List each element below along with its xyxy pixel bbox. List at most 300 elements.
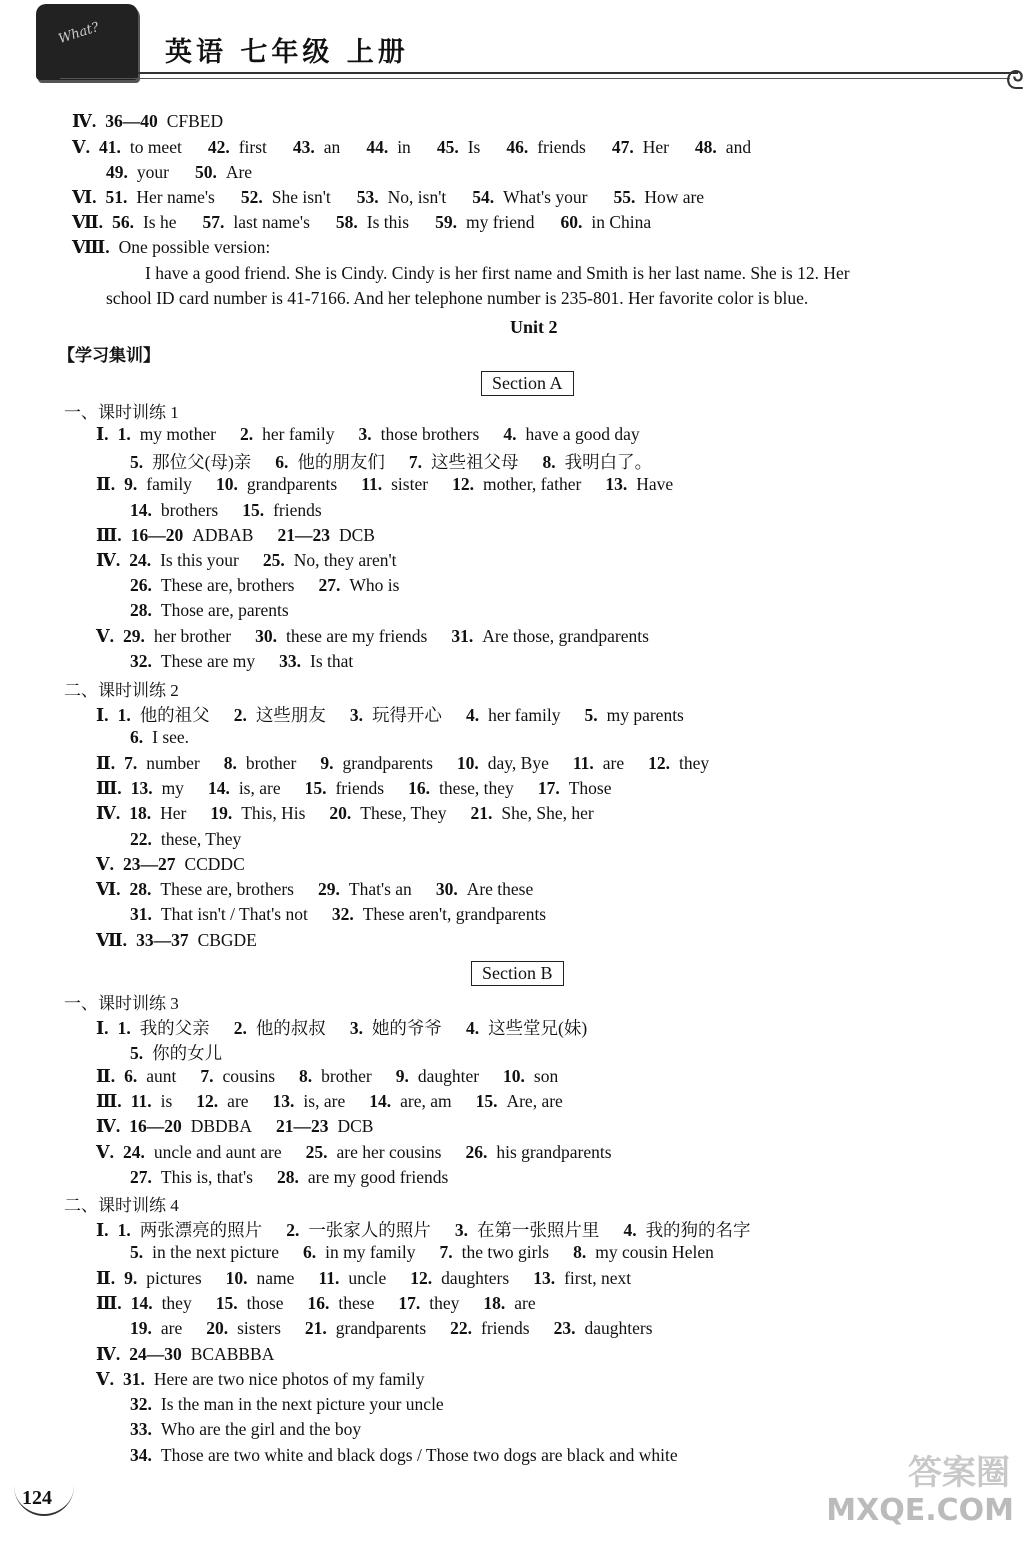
item-number: 10.	[215, 474, 238, 495]
item-number: 18.	[129, 803, 152, 824]
answer-text: Her name's	[136, 187, 215, 207]
practice-label: 【学习集训】	[58, 346, 160, 365]
part-label: Ⅲ.	[96, 777, 122, 798]
item-number: 21—23	[277, 524, 330, 545]
answer-text: 我的父亲	[139, 1018, 210, 1038]
item-number: 32.	[130, 1394, 152, 1415]
answer-line	[130, 575, 399, 596]
answer-text: your	[136, 162, 169, 182]
item-number: 8.	[299, 1065, 313, 1086]
answer-text: grandparents	[335, 1318, 427, 1339]
answer-text: they	[161, 1292, 192, 1313]
item-number: 11.	[361, 474, 383, 495]
answer-text: 两张漂亮的照片	[139, 1220, 263, 1240]
answer-text: 我的狗的名字	[645, 1220, 751, 1240]
item-number: 31.	[130, 904, 152, 925]
item-number: 11.	[572, 752, 594, 773]
item-number: 5.	[130, 452, 144, 473]
answer-text: 这些堂兄(妹)	[488, 1018, 588, 1038]
answer-line	[72, 237, 270, 258]
answer-text: my mother	[139, 424, 216, 444]
item-number: 14.	[207, 777, 230, 798]
answer-line	[96, 702, 684, 727]
answer-line	[96, 930, 257, 951]
answer-line	[72, 187, 704, 208]
answer-text: these	[338, 1292, 375, 1313]
item-number: 4.	[503, 424, 517, 444]
header-badge-label: What?	[56, 19, 101, 48]
item-number: 28.	[129, 879, 152, 900]
item-number: 26.	[130, 575, 152, 596]
part-label: Ⅳ.	[96, 550, 121, 570]
item-number: 30.	[255, 625, 277, 646]
answer-line	[96, 803, 594, 824]
part-label: Ⅳ.	[96, 803, 121, 824]
answer-text: Are, are	[506, 1090, 563, 1111]
part-label: Ⅴ.	[96, 853, 114, 874]
item-number: 31.	[122, 1368, 145, 1389]
item-number: 29.	[122, 625, 145, 646]
item-number: 34.	[130, 1444, 152, 1465]
answer-line	[130, 449, 652, 474]
answer-text: This is, that's	[160, 1166, 253, 1187]
item-number: 43.	[292, 137, 315, 157]
answer-text: are my good friends	[307, 1166, 449, 1187]
answer-text: She, She, her	[501, 803, 594, 824]
item-number: 46.	[506, 137, 529, 157]
answer-text: first, next	[564, 1267, 632, 1288]
answer-text: How are	[644, 187, 705, 207]
item-number: 33—37	[136, 929, 189, 950]
answer-line	[130, 1394, 444, 1415]
answer-text: These aren't, grandparents	[362, 904, 547, 925]
item-number: 58.	[335, 212, 358, 232]
answer-text: these, They	[160, 828, 242, 849]
item-number: 41.	[98, 137, 121, 157]
answer-text: school ID card number is 41-7166. And her telephone number is 235-801. Her favorite color is blue.	[106, 288, 809, 308]
item-number: 9.	[124, 474, 138, 495]
answer-line	[130, 1040, 222, 1065]
item-number: 5.	[130, 1043, 144, 1064]
answer-line	[145, 263, 850, 284]
answer-text: Is the man in the next picture your uncle	[160, 1394, 444, 1415]
answer-text: they	[679, 752, 710, 773]
answer-text: have a good day	[525, 424, 640, 444]
answer-text: mother, father	[482, 474, 582, 495]
item-number: 54.	[472, 187, 495, 207]
answer-line	[96, 474, 673, 495]
answer-text: son	[533, 1065, 559, 1086]
answer-text: daughters	[441, 1267, 510, 1288]
answer-text: Who are the girl and the boy	[160, 1419, 362, 1440]
answer-line	[130, 600, 289, 621]
item-number: 28.	[277, 1166, 299, 1187]
lesson-title: 二、课时训练 2	[64, 681, 179, 700]
answer-text: Those	[568, 777, 612, 798]
answer-text: grandparents	[246, 474, 338, 495]
answer-line	[96, 1015, 587, 1040]
answer-line	[96, 626, 649, 647]
item-number: 59.	[435, 212, 457, 232]
answer-text: her family	[488, 705, 561, 725]
item-number: 17.	[398, 1292, 421, 1313]
item-number: 6.	[302, 1242, 317, 1263]
item-number: 24.	[122, 1141, 145, 1162]
answer-line	[96, 1091, 563, 1112]
item-number: 15.	[215, 1292, 238, 1313]
answer-line	[96, 1369, 425, 1390]
answer-text: is	[160, 1090, 173, 1111]
answer-text: in China	[591, 212, 652, 232]
item-number: 10.	[456, 752, 479, 773]
answer-text: they	[429, 1292, 460, 1313]
item-number: 33.	[279, 650, 302, 671]
answer-line	[96, 1268, 631, 1289]
part-label: Ⅵ.	[96, 879, 121, 900]
answer-text: the two girls	[461, 1242, 550, 1263]
answer-text: daughter	[417, 1065, 480, 1086]
item-number: 5.	[584, 705, 598, 725]
item-number: 3.	[358, 424, 372, 444]
part-label: Ⅴ.	[96, 1368, 114, 1389]
answer-text: Her	[642, 137, 669, 157]
item-number: 14.	[130, 1292, 153, 1313]
answer-text: my cousin Helen	[595, 1242, 714, 1263]
item-number: 49.	[106, 162, 128, 182]
answer-text: are	[514, 1292, 536, 1313]
answer-text: friends	[335, 777, 385, 798]
header-rule	[138, 72, 1018, 74]
lesson-title: 一、课时训练 1	[64, 403, 179, 422]
answer-line	[130, 1242, 714, 1263]
item-number: 2.	[286, 1220, 300, 1240]
answer-text: brother	[321, 1065, 372, 1086]
answer-text: DCB	[337, 1116, 374, 1137]
item-number: 3.	[454, 1220, 468, 1240]
item-number: 6.	[124, 1065, 138, 1086]
item-number: 8.	[573, 1242, 587, 1263]
answer-line	[96, 1293, 536, 1314]
item-number: 12.	[410, 1267, 433, 1288]
header-rule-secondary	[60, 78, 1010, 79]
item-number: 14.	[369, 1090, 392, 1111]
answer-text: 这些朋友	[255, 705, 326, 725]
answer-text: brother	[245, 752, 297, 773]
answer-text: day, Bye	[487, 752, 549, 773]
item-number: 6.	[275, 452, 289, 473]
item-number: 7.	[439, 1242, 453, 1263]
item-number: 27.	[130, 1166, 152, 1187]
answer-text: cousins	[222, 1065, 276, 1086]
item-number: 36—40	[105, 111, 158, 131]
answer-text: his grandparents	[496, 1141, 612, 1162]
unit-title: Unit 2	[510, 317, 558, 337]
answer-text: This, His	[241, 803, 306, 824]
item-number: 16.	[408, 777, 430, 798]
item-number: 16—20	[130, 524, 184, 545]
answer-text: aunt	[146, 1065, 177, 1086]
answer-text: What's your	[503, 187, 588, 207]
lesson-title: 二、课时训练 4	[64, 1196, 179, 1215]
item-number: 12.	[452, 474, 474, 495]
answer-text: Who is	[349, 575, 400, 596]
answer-line	[96, 1066, 558, 1087]
answer-text: friends	[273, 499, 322, 520]
item-number: 10.	[503, 1065, 525, 1086]
answer-text: these are my friends	[285, 625, 428, 646]
item-number: 13.	[272, 1090, 295, 1111]
item-number: 17.	[537, 777, 560, 798]
item-number: 9.	[320, 752, 334, 773]
part-label: Ⅱ.	[96, 752, 116, 773]
answer-text: in my family	[325, 1242, 416, 1263]
answer-text: first	[238, 137, 267, 157]
answer-text: are	[602, 752, 625, 773]
header-badge	[36, 4, 138, 80]
part-label: Ⅲ.	[96, 1292, 122, 1313]
item-number: 29.	[318, 879, 340, 900]
part-label: Ⅰ.	[96, 1018, 109, 1038]
part-label: Ⅲ.	[96, 1090, 122, 1111]
answer-text: BCABBBA	[190, 1343, 275, 1364]
answer-text: daughters	[584, 1318, 653, 1339]
item-number: 3.	[349, 705, 363, 725]
item-number: 4.	[623, 1220, 637, 1240]
answer-text: to meet	[129, 137, 182, 157]
answer-text: grandparents	[342, 752, 433, 773]
item-number: 2.	[233, 705, 247, 725]
item-number: 20.	[206, 1318, 229, 1339]
answer-text: These are, brothers	[160, 879, 294, 900]
item-number: 57.	[202, 212, 225, 232]
part-label: Ⅱ.	[96, 474, 116, 495]
item-number: 13.	[605, 474, 628, 495]
item-number: 55.	[613, 187, 636, 207]
item-number: 6.	[130, 727, 144, 748]
answer-text: She isn't	[271, 187, 331, 207]
item-number: 1.	[117, 424, 131, 444]
item-number: 25.	[305, 1141, 328, 1162]
answer-text: in	[397, 137, 411, 157]
answer-text: CFBED	[166, 111, 224, 131]
answer-text: 在第一张照片里	[476, 1220, 600, 1240]
answer-line	[106, 288, 808, 309]
item-number: 60.	[560, 212, 583, 232]
answer-line	[96, 1116, 373, 1137]
answer-text: family	[146, 474, 192, 495]
answer-text: my friend	[465, 212, 535, 232]
answer-text: These, They	[360, 803, 447, 824]
answer-line	[130, 904, 546, 925]
answer-text: name	[256, 1267, 295, 1288]
item-number: 1.	[117, 1018, 131, 1038]
answer-text: sister	[391, 474, 429, 495]
part-label: Ⅱ.	[96, 1065, 116, 1086]
answer-text: These are, brothers	[160, 575, 295, 596]
answer-text: No, they aren't	[293, 550, 397, 570]
item-number: 22.	[450, 1318, 473, 1339]
item-number: 44.	[366, 137, 389, 157]
item-number: 23—27	[122, 853, 176, 874]
item-number: 52.	[240, 187, 263, 207]
item-number: 9.	[124, 1267, 138, 1288]
answer-text: is, are	[303, 1090, 346, 1111]
item-number: 1.	[117, 1220, 131, 1240]
item-number: 20.	[329, 803, 352, 824]
part-label: Ⅵ.	[72, 187, 97, 207]
answer-text: my parents	[606, 705, 684, 725]
answer-line	[130, 500, 322, 521]
answer-text: is, are	[238, 777, 281, 798]
answer-text: 我明白了。	[564, 452, 653, 473]
item-number: 30.	[435, 879, 458, 900]
item-number: 23.	[553, 1318, 576, 1339]
answer-text: 一张家人的照片	[308, 1220, 431, 1240]
part-label: Ⅰ.	[96, 1220, 109, 1240]
item-number: 31.	[451, 625, 474, 646]
item-number: 15.	[242, 499, 265, 520]
answer-text: in the next picture	[152, 1242, 279, 1263]
answer-text: No, isn't	[387, 187, 447, 207]
item-number: 26.	[465, 1141, 488, 1162]
item-number: 47.	[611, 137, 634, 157]
answer-line	[96, 879, 533, 900]
item-number: 45.	[436, 137, 459, 157]
item-number: 2.	[233, 1018, 247, 1038]
item-number: 33.	[130, 1419, 152, 1440]
item-number: 32.	[130, 650, 152, 671]
part-label: Ⅲ.	[96, 524, 122, 545]
answer-text: pictures	[146, 1267, 202, 1288]
item-number: 16—20	[129, 1116, 182, 1137]
item-number: 24—30	[129, 1343, 182, 1364]
item-number: 16.	[307, 1292, 330, 1313]
item-number: 42.	[207, 137, 230, 157]
answer-text: Have	[636, 474, 674, 495]
part-label: Ⅱ.	[96, 1267, 116, 1288]
item-number: 50.	[194, 162, 217, 182]
item-number: 8.	[542, 452, 556, 473]
answer-line	[96, 1142, 612, 1163]
part-label: Ⅶ.	[72, 212, 104, 232]
item-number: 11.	[318, 1267, 340, 1288]
answer-text: 这些祖父母	[431, 452, 519, 473]
item-number: 21.	[470, 803, 493, 824]
answer-text: these, they	[438, 777, 514, 798]
answer-text: DCB	[338, 524, 375, 545]
answer-line	[130, 829, 241, 850]
answer-text: Are these	[466, 879, 534, 900]
part-label: Ⅳ.	[96, 1343, 121, 1364]
item-number: 4.	[465, 705, 480, 725]
answer-text: 她的爷爷	[371, 1018, 442, 1038]
answer-text: Is this	[366, 212, 410, 232]
answer-text: Is that	[310, 650, 354, 671]
answer-text: uncle and aunt are	[153, 1141, 282, 1162]
item-number: 21.	[304, 1318, 327, 1339]
item-number: 27.	[318, 575, 341, 596]
answer-text: those brothers	[380, 424, 480, 444]
answer-line	[130, 1419, 361, 1440]
item-number: 12.	[648, 752, 671, 773]
item-number: 21—23	[276, 1116, 329, 1137]
answer-text: 你的女儿	[152, 1043, 223, 1064]
answer-text: friends	[537, 137, 586, 157]
part-label: Ⅳ.	[96, 1116, 121, 1137]
part-label: Ⅴ.	[72, 137, 90, 157]
page-title: 英语 七年级 上册	[165, 37, 409, 68]
answer-text: 玩得开心	[371, 705, 442, 725]
answer-line	[96, 424, 640, 445]
part-label: Ⅶ.	[96, 929, 128, 950]
answer-text: I have a good friend. She is Cindy. Cindy is her first name and Smith is her last name. She is 12. Her	[145, 263, 850, 283]
item-number: 13.	[130, 777, 153, 798]
item-number: 51.	[105, 187, 128, 207]
answer-text: I see.	[152, 727, 190, 748]
item-number: 1.	[117, 705, 131, 725]
answer-line	[130, 651, 353, 672]
item-number: 48.	[694, 137, 717, 157]
item-number: 7.	[124, 752, 138, 773]
item-number: 15.	[475, 1090, 498, 1111]
item-number: 4.	[465, 1018, 480, 1038]
item-number: 19.	[130, 1318, 152, 1339]
answer-text: sisters	[237, 1318, 281, 1339]
item-number: 28.	[130, 600, 152, 621]
part-label: Ⅴ.	[96, 625, 114, 646]
section-a-box: Section A	[481, 371, 574, 396]
item-number: 19.	[210, 803, 233, 824]
answer-line	[96, 778, 611, 799]
item-number: 53.	[356, 187, 379, 207]
answer-text: These are my	[160, 650, 256, 671]
item-number: 10.	[225, 1267, 248, 1288]
answer-line	[96, 1344, 274, 1365]
answer-text: DBDBA	[190, 1116, 252, 1137]
answer-text: are, am	[400, 1090, 452, 1111]
answer-text: those	[246, 1292, 284, 1313]
item-number: 8.	[223, 752, 237, 773]
item-number: 25.	[262, 550, 285, 570]
answer-text: are	[160, 1318, 183, 1339]
answer-text: That isn't / That's not	[160, 904, 308, 925]
answer-text: ADBAB	[192, 524, 254, 545]
item-number: 3.	[349, 1018, 363, 1038]
item-number: 13.	[533, 1267, 556, 1288]
answer-text: friends	[481, 1318, 530, 1339]
item-number: 18.	[483, 1292, 506, 1313]
answer-text: 他的叔叔	[255, 1018, 326, 1038]
answer-text: her family	[262, 424, 335, 444]
answer-text: her brother	[153, 625, 232, 646]
lesson-title: 一、课时训练 3	[64, 994, 179, 1013]
answer-line	[130, 1167, 448, 1188]
answer-text: number	[146, 752, 200, 773]
item-number: 32.	[331, 904, 354, 925]
part-label: Ⅰ.	[96, 705, 109, 725]
item-number: 7.	[408, 452, 423, 473]
answer-line	[106, 162, 252, 183]
item-number: 12.	[196, 1090, 219, 1111]
answer-text: That's an	[348, 879, 412, 900]
page-number: 124	[22, 1487, 52, 1509]
part-label: Ⅷ.	[72, 237, 110, 257]
answer-text: Is this your	[160, 550, 239, 570]
answer-line	[130, 727, 189, 748]
answer-line	[130, 1318, 653, 1339]
answer-line	[72, 212, 651, 233]
answer-line	[72, 111, 223, 132]
